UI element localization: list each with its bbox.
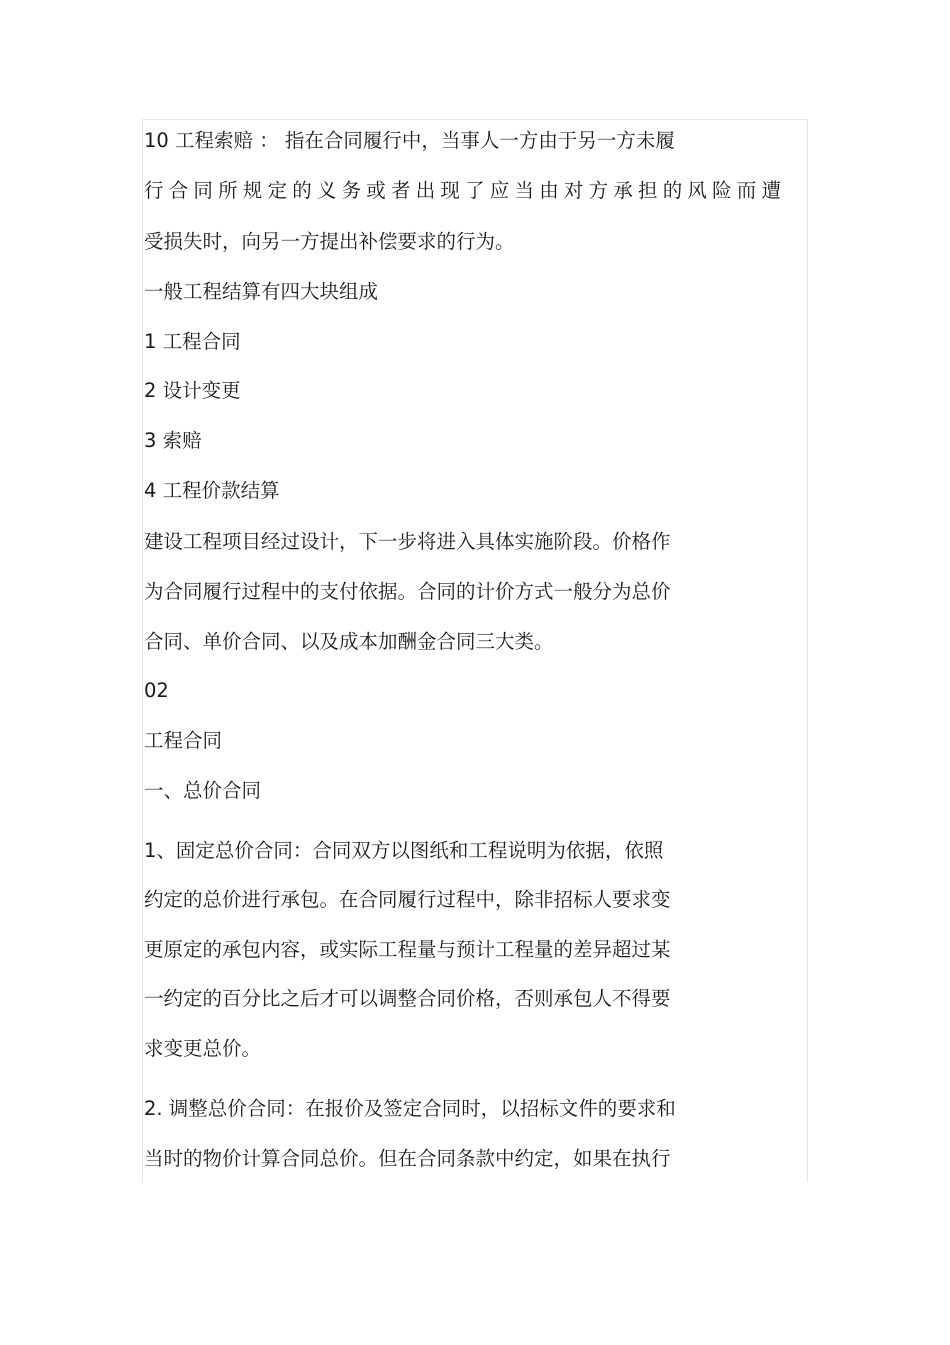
section-heading: 工程合同 [144,729,223,752]
list-item-2: 2 设计变更 [144,379,241,402]
claim-definition-line-2: 行合同所规定的义务或者出现了应当由对方承担的风险而遭 [144,179,787,202]
paragraph-line-1: 建设工程项目经过设计，下一步将进入具体实施阶段。价格作 [144,530,671,553]
settlement-intro: 一般工程结算有四大块组成 [144,280,379,303]
fixed-price-line-4: 一约定的百分比之后才可以调整合同价格，否则承包人不得要 [144,987,671,1010]
list-item-3: 3 索赔 [144,429,202,452]
list-item-1: 1 工程合同 [144,330,241,353]
claim-definition-line-1: 10 工程索赔 ： 指在合同履行中，当事人一方由于另一方未履 [144,129,675,152]
paragraph-line-3: 合同、单价合同、以及成本加酬金合同三大类。 [144,630,554,653]
fixed-price-line-1: 1、固定总价合同：合同双方以图纸和工程说明为依据，依照 [144,839,664,862]
paragraph-line-2: 为合同履行过程中的支付依据。合同的计价方式一般分为总价 [144,580,671,603]
list-item-4: 4 工程价款结算 [144,479,280,502]
fixed-price-line-3: 更原定的承包内容，或实际工程量与预计工程量的差异超过某 [144,938,671,961]
fixed-price-line-2: 约定的总价进行承包。在合同履行过程中，除非招标人要求变 [144,888,671,911]
section-number: 02 [144,679,169,702]
subsection-heading: 一、总价合同 [144,779,262,802]
claim-definition-line-3: 受损失时，向另一方提出补偿要求的行为。 [144,230,515,253]
fixed-price-line-5: 求变更总价。 [144,1037,262,1060]
adjustable-price-line-2: 当时的物价计算合同总价。但在合同条款中约定，如果在执行 [144,1147,671,1170]
adjustable-price-line-1: 2. 调整总价合同：在报价及签定合同时，以招标文件的要求和 [144,1097,676,1120]
